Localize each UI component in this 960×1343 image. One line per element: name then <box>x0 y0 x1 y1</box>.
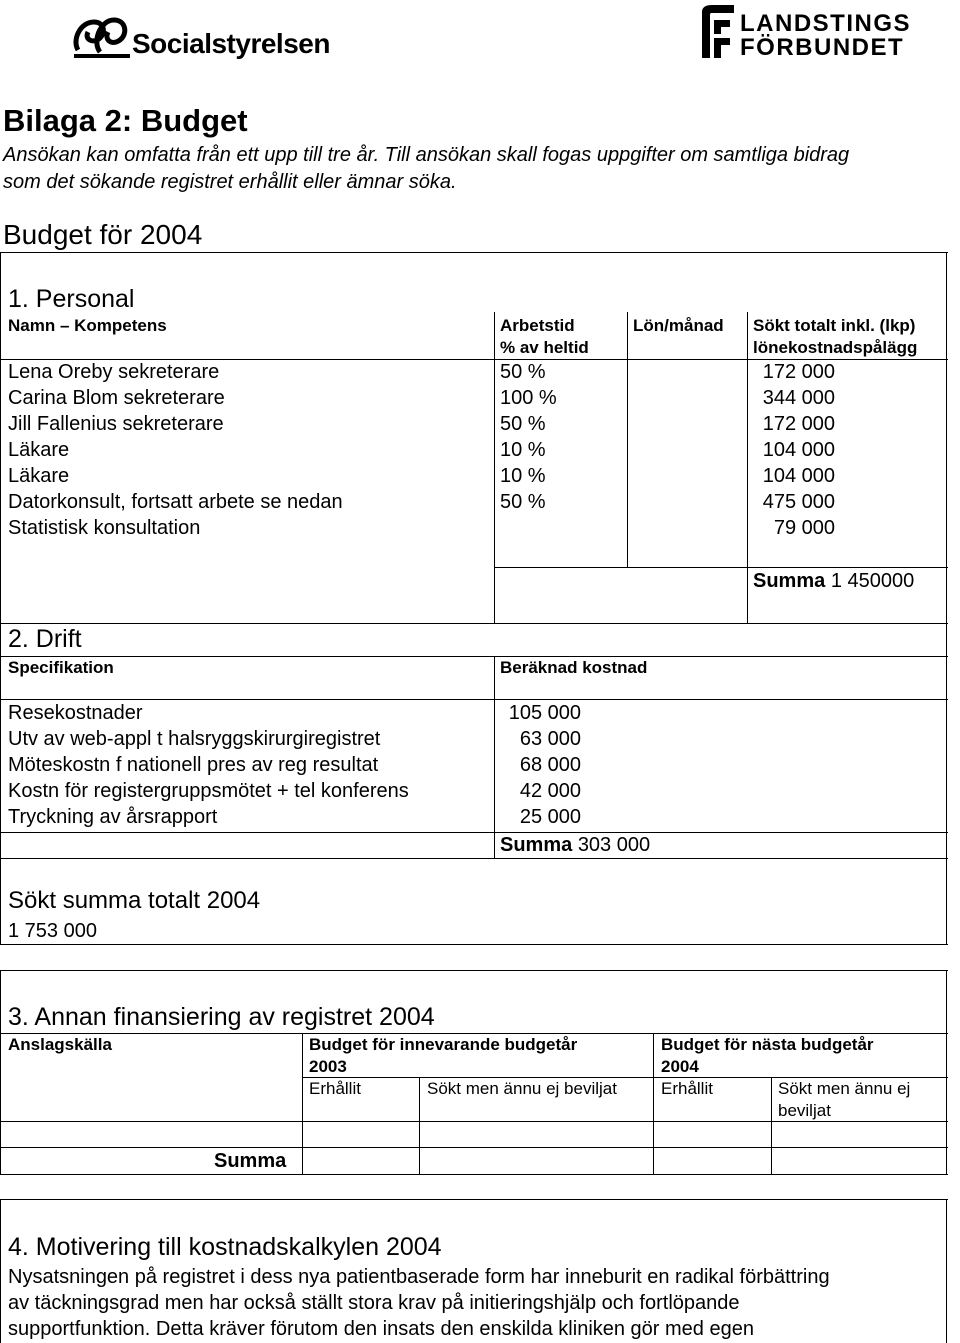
col-header-next-2: 2004 <box>661 1057 699 1076</box>
forbundet-wordmark: FÖRBUNDET <box>740 34 905 61</box>
col-header-source: Anslagskälla <box>8 1035 112 1054</box>
col-header-current-2: 2003 <box>309 1057 347 1076</box>
table-cell-spec: Kostn för registergruppsmötet + tel konferens <box>8 780 409 802</box>
table-cell-total: 344 000 <box>762 387 835 409</box>
table-cell-work: 50 % <box>500 361 546 383</box>
intro-line-2: som det sökande registret erhållit eller ämnar söka. <box>3 171 457 193</box>
table-cell-total: 104 000 <box>762 439 835 461</box>
col-header-work-1: Arbetstid <box>500 316 575 335</box>
table-cell-spec: Resekostnader <box>8 702 143 724</box>
drift-costs <box>500 700 581 830</box>
col-header-salary: Lön/månad <box>633 316 724 335</box>
drift-heading: 2. Drift <box>8 625 82 653</box>
personal-sum-label: Summa <box>753 570 826 592</box>
sub-header-received: Erhållit <box>309 1079 361 1098</box>
table-cell-work: 10 % <box>500 465 546 487</box>
col-header-next-1: Budget för nästa budgetår <box>661 1035 874 1054</box>
annan-heading: 3. Annan finansiering av registret 2004 <box>8 1003 435 1031</box>
table-cell-spec: Tryckning av årsrapport <box>8 806 218 828</box>
personal-work <box>500 359 557 541</box>
table-cell-work <box>500 515 557 541</box>
table-cell-spec: Utv av web-appl t halsryggskirurgiregistret <box>8 728 381 750</box>
personal-totals <box>753 359 835 541</box>
motivering-line-1: Nysatsningen på registret i dess nya patientbaserade form har inneburit en radikal förbättring <box>8 1266 830 1288</box>
table-cell-work: 50 % <box>500 413 546 435</box>
table-cell-cost: 25 000 <box>519 806 581 828</box>
col-header-total-1: Sökt totalt inkl. (lkp) <box>753 316 916 335</box>
table-cell-name: Lena Oreby sekreterare <box>8 361 220 383</box>
col-header-name: Namn – Kompetens <box>8 316 167 335</box>
table-cell-work: 10 % <box>500 439 546 461</box>
col-header-current-1: Budget för innevarande budgetår <box>309 1035 578 1054</box>
page-title: Bilaga 2: Budget <box>3 103 248 138</box>
drift-specs <box>8 700 409 830</box>
table-cell-cost: 105 000 <box>508 702 581 724</box>
table-cell-total: 104 000 <box>762 465 835 487</box>
drift-sum-value: 303 000 <box>577 834 651 856</box>
socialstyrelsen-logo <box>70 12 330 62</box>
table-cell-name: Datorkonsult, fortsatt arbete se nedan <box>8 491 343 513</box>
motivering-heading: 4. Motivering till kostnadskalkylen 2004 <box>8 1233 442 1261</box>
table-cell-cost: 68 000 <box>519 754 581 776</box>
col-header-total-2: lönekostnadspålägg <box>753 338 918 357</box>
drift-sum-label: Summa <box>500 834 573 856</box>
landstingsforbundet-emblem-icon <box>696 4 736 60</box>
socialstyrelsen-emblem-icon <box>70 12 134 62</box>
personal-names <box>8 359 343 541</box>
table-cell-total: 172 000 <box>762 413 835 435</box>
total-value: 1 753 000 <box>8 920 97 942</box>
col-header-cost: Beräknad kostnad <box>500 658 648 677</box>
table-cell-cost: 63 000 <box>519 728 581 750</box>
col-header-work-2: % av heltid <box>500 338 589 357</box>
personal-sum <box>753 568 914 594</box>
total-heading: Sökt summa totalt 2004 <box>8 887 261 914</box>
table-cell-total: 172 000 <box>762 361 835 383</box>
table-cell-name: Läkare <box>8 465 70 487</box>
motivering-line-2: av täckningsgrad men har också ställt stora krav på initieringshjälp och fortlöpande <box>8 1292 740 1314</box>
table-cell-total: 79 000 <box>773 517 835 539</box>
table-cell-total: 475 000 <box>762 491 835 513</box>
table-cell-cost: 42 000 <box>519 780 581 802</box>
annan-sum-label: Summa <box>214 1150 287 1172</box>
table-cell-name: Carina Blom sekreterare <box>8 387 225 409</box>
table-cell-work: 100 % <box>500 387 557 409</box>
landstings-wordmark: LANDSTINGS <box>740 10 911 37</box>
sub-header-received-2: Erhållit <box>661 1079 713 1098</box>
col-header-spec: Specifikation <box>8 658 114 677</box>
personal-sum-value: 1 450000 <box>830 570 915 592</box>
table-cell-name: Statistisk konsultation <box>8 517 201 539</box>
sub-header-applied-2b: beviljat <box>778 1101 831 1120</box>
table-cell-work: 50 % <box>500 491 546 513</box>
socialstyrelsen-wordmark: Socialstyrelsen <box>132 28 330 59</box>
motivering-line-3: supportfunktion. Detta kräver förutom den insats den enskilda kliniken gör med egen <box>8 1318 754 1340</box>
personal-heading: 1. Personal <box>8 285 135 313</box>
table-cell-name: Jill Fallenius sekreterare <box>8 413 224 435</box>
table-cell-name: Läkare <box>8 439 70 461</box>
intro-line-1: Ansökan kan omfatta från ett upp till tre år. Till ansökan skall fogas uppgifter om samtliga bidrag <box>3 144 850 166</box>
budget-heading: Budget för 2004 <box>3 219 203 250</box>
landstingsforbundet-logo <box>696 4 911 60</box>
drift-sum <box>500 832 650 858</box>
sub-header-applied: Sökt men ännu ej beviljat <box>427 1079 617 1098</box>
table-cell-spec: Möteskostn f nationell pres av reg resultat <box>8 754 379 776</box>
sub-header-applied-2a: Sökt men ännu ej <box>778 1079 911 1098</box>
